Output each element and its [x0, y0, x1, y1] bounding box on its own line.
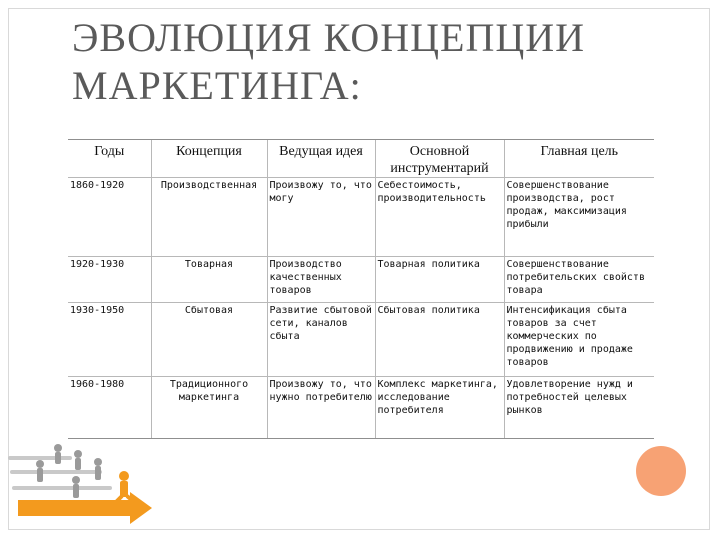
cell-goal: Интенсификация сбыта товаров за счет коммерческих по продвижению и продаже товаров [504, 303, 654, 377]
table-row [68, 303, 654, 377]
cell-tools: Себестоимость, производительность [375, 178, 504, 257]
header-years: Годы [68, 140, 151, 178]
slide-title: ЭВОЛЮЦИЯ КОНЦЕПЦИИ МАРКЕТИНГА: [72, 15, 585, 108]
header-concept: Концепция [151, 140, 267, 178]
cell-idea: Произвожу то, что могу [267, 178, 375, 257]
cell-years: 1860-1920 [68, 178, 151, 257]
cell-goal: Удовлетворение нужд и потребностей целевых рынков [504, 377, 654, 439]
cell-idea: Производство качественных товаров [267, 257, 375, 303]
cell-years: 1960-1980 [68, 377, 151, 439]
header-goal: Главная цель [504, 140, 654, 178]
cell-concept: Товарная [151, 257, 267, 303]
cell-goal: Совершенствование потребительских свойств товара [504, 257, 654, 303]
cell-years: 1920-1930 [68, 257, 151, 303]
cell-tools: Товарная политика [375, 257, 504, 303]
header-idea: Ведущая идея [267, 140, 375, 178]
table-row [68, 178, 654, 257]
cell-concept: Традиционного маркетинга [151, 377, 267, 439]
table-header-row [68, 140, 654, 178]
running-figures-arrow-icon [0, 430, 170, 530]
cell-goal: Совершенствование производства, рост продаж, максимизация прибыли [504, 178, 654, 257]
cell-concept: Производственная [151, 178, 267, 257]
cell-idea: Развитие сбытовой сети, каналов сбыта [267, 303, 375, 377]
cell-years: 1930-1950 [68, 303, 151, 377]
header-tools: Основной инструментарий [375, 140, 504, 178]
table-row [68, 257, 654, 303]
cell-concept: Сбытовая [151, 303, 267, 377]
evolution-table [68, 139, 654, 439]
cell-tools: Сбытовая политика [375, 303, 504, 377]
cell-idea: Произвожу то, что нужно потребителю [267, 377, 375, 439]
accent-circle [636, 446, 686, 496]
cell-tools: Комплекс маркетинга, исследование потребителя [375, 377, 504, 439]
